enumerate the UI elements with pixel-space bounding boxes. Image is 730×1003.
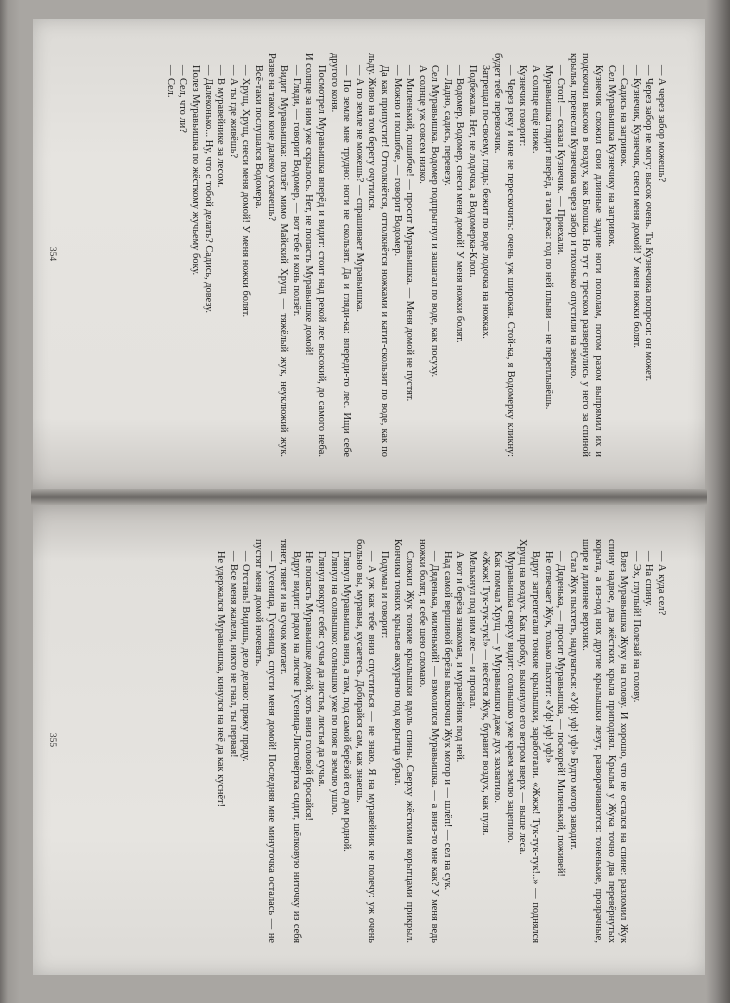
paragraph: А вот и берёза знакомая, и муравейник под ней. [454, 551, 466, 763]
paragraph: Затрещал по-своему, глядь: бежит по воде лодочка на ножках. [479, 65, 491, 339]
paragraph: Полез Муравьишка по жёсткому жучьему боку. [190, 65, 202, 276]
paragraph: — Далеконько... Ну, что с тобой делать? Садись, довезу. [202, 65, 214, 313]
page-right-text [67, 539, 667, 943]
paragraph: — Стоп! — сказал Кузнечик. — Приехали. [555, 65, 567, 255]
paragraph: «Жжж! Тук-тук-тук!» — несётся Жук, буравит воздух, как пуля. [479, 551, 491, 836]
paragraph: Стал Жук пыхтеть, надуваться: «Уф! уф! уф!» Будто мотор заводит. [567, 551, 579, 851]
paragraph: — Миленький, пошибче! — просит Муравьишка. — Меня домой не пустят. [404, 65, 416, 402]
paragraph: Видит Муравьишка: ползёт мимо Майский Хрущ — тяжёлый жук, неуклюжий жук. Разве на таком коне далеко ускачешь? [265, 53, 290, 457]
paragraph: — Сел, что ли? [177, 65, 189, 133]
paragraph: Да как припустит! Оттолкнётся, оттолкнётся ножками и катит-скользит по воде, как по льду. Живо на том берегу очутился. [366, 53, 390, 457]
paragraph: Кузнечик сложил свои длинные задние ноги пополам, потом разом выпрямил их и подскочил высоко в воздух, как Блошка. Но тут с треском развернулись у него за спиной крылья, перенесли Кузнечика через забор и тихонько опустили на землю. [567, 53, 605, 457]
paragraph: — Можно и пошибче, — говорит Водомер. [391, 65, 403, 257]
paragraph: — Хрущ, Хрущ, снеси меня домой! У меня ножки болят. [240, 65, 252, 318]
paragraph: Вдруг затрепетали тонкие крылышки, заработали. «Жжж! Тук-тук-тук!..» — поднялся Хрущ на воздух. Как пробку, выкинуло его ветром вверх — выше леса. [517, 539, 542, 943]
paragraph: — На спину. [643, 551, 655, 607]
paragraph: Не удержался Муравьишка, кинулся на неё да как куснёт! [215, 551, 227, 808]
paragraph: — Дяденька, миленький! — взмолился Муравьишка. — а вниз-то мне как? У меня ведь ножки болят, я себе шею сломаю. [416, 539, 441, 943]
paragraph: Не отвечает Жук, только пыхтит: «Уф! уф! уф!» [542, 551, 554, 764]
paragraph: — Гусеница, Гусеница, спусти меня домой! Последняя мне минуточка осталась — не пустят меня домой ночевать. [253, 539, 277, 943]
paragraph: Сложил Жук тонкие крылышки вдоль спины. Сверху жёсткими корытцами прикрыл. Кончики тонких крыльев аккуратно под корытца убрал. [391, 539, 416, 943]
paragraph: Всё-таки послушался Водомера. [253, 65, 264, 209]
paragraph: — Водомер, Водомер, снеси меня домой! У меня ножки болят. [454, 65, 466, 343]
paragraph: — Ладно, садись, перевезу. [441, 65, 453, 186]
paragraph: — Садись на загривок. [618, 65, 630, 167]
page-left [33, 19, 705, 489]
paragraph: — А уж как тебе вниз спуститься — не знаю. Я на муравейник не полечу: уж очень больно вы, муравьи, кусаетесь. Добирайся сам, как знаешь. [353, 539, 378, 943]
open-book [15, 5, 715, 1003]
paragraph: — А ты где живёшь? [227, 65, 239, 159]
paragraph: — По земле мне трудно: ноги не скользят. Да и гляди-ка: впереди-то лес. Ищи себе другого коня. [328, 53, 353, 457]
page-number-left: 354 [47, 246, 57, 262]
paragraph: Подбежала. Нет, не лодочка, а Водомерка-Клоп. [467, 65, 479, 278]
paragraph: — Эх, глупый! Полезай на голову. [630, 551, 642, 703]
paragraph: — А куда сел? [656, 551, 667, 616]
paragraph: — Все меня жалели, никто не гнал, ты первая! [227, 551, 239, 758]
paragraph: Глянул Муравьишка вниз, а там, под самой берёзой его дом родной. [341, 551, 353, 852]
page-number-right: 355 [47, 732, 57, 748]
paragraph: Посмотрел Муравьишка вперёд и видит: стоит над рекой лес высокий, до самого неба. И солнце за ним уже скрылось. Нет, не попасть Муравьишке домой! [303, 53, 327, 457]
paragraph: Муравьишка глядит вперёд, а там река: год по ней плыви — не переплывёшь. [542, 65, 554, 410]
paragraph: — В муравейнике за лесом. [215, 65, 227, 188]
paragraph: Кузнечик говорит: [517, 65, 529, 147]
page-right [33, 505, 705, 975]
paragraph: А солнце ещё ниже. [530, 65, 542, 154]
paragraph: — А по земле не можешь? — спрашивает Муравьишка. [353, 65, 365, 312]
page-left-text [67, 53, 667, 457]
paragraph: Сел Муравьишка Кузнечику на загривок. [605, 65, 617, 247]
paragraph: Глянул вокруг себя: сучья да листья, листья да сучья. [315, 551, 327, 787]
paragraph: Муравьишка сверху видит: солнышко уже краем землю зацепило. [504, 551, 516, 843]
paragraph: — Кузнечик, Кузнечик, снеси меня домой! У меня ножки болят. [630, 65, 642, 349]
paragraph: Влез Муравьишка Жуку на голову. И хорошо, что не остался на спине: разломил Жук спину надвое, два жёстких крыла приподнял. Крылья у Жука точно два перевёрнутых корыта, а из-под них другие крылышки лезут, разворачиваются: тоненькие, прозрачные, шире и длиннее верхних. [580, 539, 630, 943]
book-spine-gutter [31, 489, 707, 505]
paragraph: — Через забор не могу: высок очень. Ты Кузнечика попроси: он может. [643, 65, 655, 382]
paragraph: А солнце уж совсем низко. [416, 65, 428, 184]
paragraph: Как помчал Хрущ — у Муравьишки даже дух захватило. [492, 551, 504, 803]
paragraph: — Дяденька, — просит Муравьишка, — поскорей! Миленький, поживей! [555, 551, 567, 877]
paragraph: Вдруг видит: рядом на листке Гусеница-Листовёртка сидит, шёлковую ниточку из себя тянет, тянет и на сучок мотает. [278, 539, 302, 943]
paragraph: Мелькнул под ним лес — и пропал. [467, 551, 479, 709]
paragraph: — Отстань! Видишь, дело делаю: пряжу пряду. [240, 551, 252, 762]
paragraph: Не попасть Муравьишке домой, хоть вниз головой бросайся! [303, 551, 315, 821]
paragraph: — Через реку и мне не перескочить: очень уж широкая. Стой-ка, я Водомерку кликну: будет тебе перевозчик. [492, 53, 516, 457]
paragraph: Сел Муравьишка. Водомер подпрыгнул и зашагал по воде, как посуху. [429, 65, 441, 378]
paragraph: — Сел. [164, 65, 176, 98]
paragraph: — А через забор можешь? [656, 65, 667, 183]
paragraph: Подумал и говорит: [378, 551, 390, 639]
paragraph: Глянул на солнышко: солнышко уже по пояс в землю ушло. [328, 551, 340, 816]
paragraph: — Гляди, — говорит Водомер, — вот тебе и конь ползёт. [290, 65, 302, 317]
paragraph: Над самой вершиной берёзы выключил Жук мотор и — шлёп! — сел на сук. [441, 551, 453, 891]
